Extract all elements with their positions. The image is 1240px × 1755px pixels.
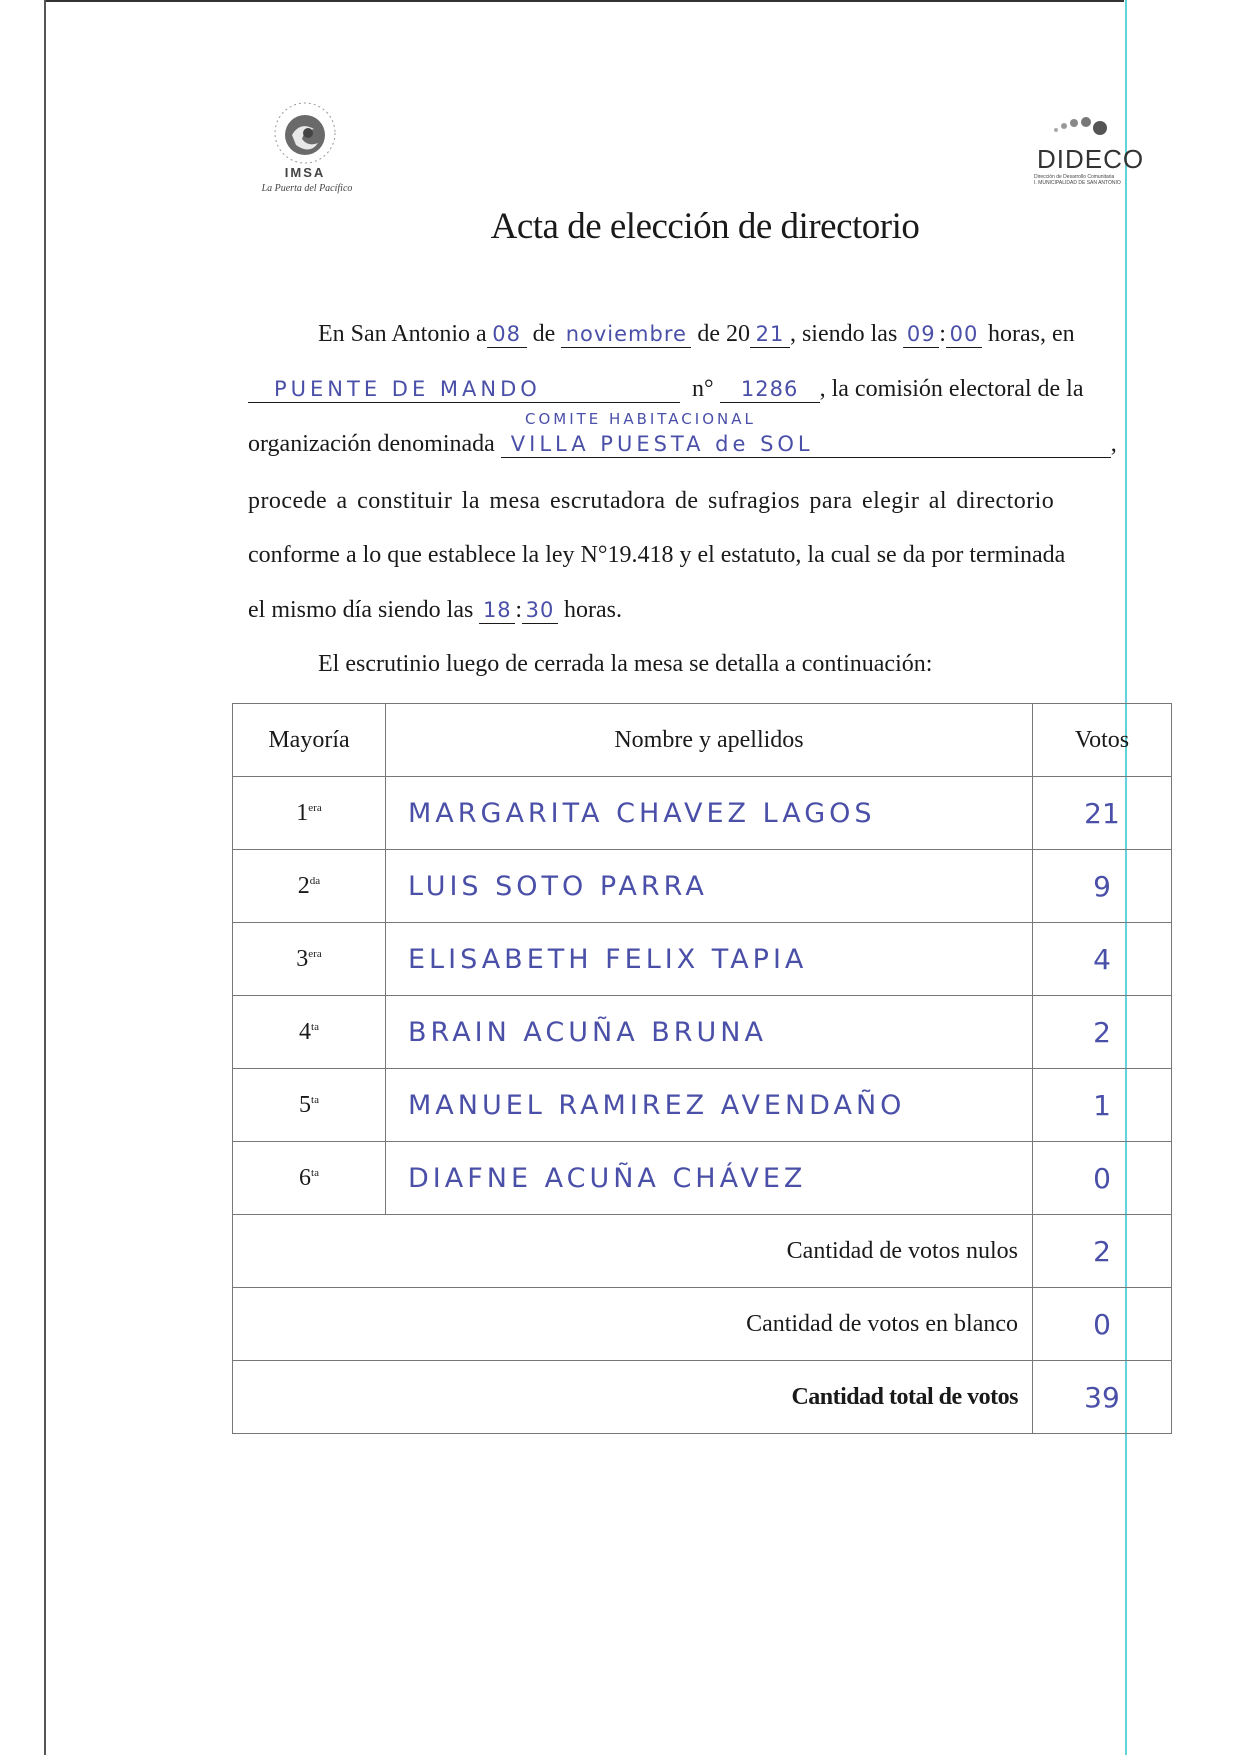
table-row xyxy=(233,1142,1172,1215)
name-cell xyxy=(386,777,1033,850)
end-hour-value: 18 xyxy=(482,598,512,622)
candidate-name: BRAIN ACUÑA BRUNA xyxy=(408,1016,767,1048)
imsa-logo-tagline: La Puerta del Pacífico xyxy=(261,183,353,194)
text-segment: , xyxy=(1110,431,1117,457)
rank-suffix: era xyxy=(308,801,322,814)
imsa-emblem-icon xyxy=(250,95,360,167)
null-votes-value: 2 xyxy=(1093,1234,1111,1268)
rank-number: 1 xyxy=(296,799,309,826)
votes-cell xyxy=(1033,923,1172,996)
table-header-row xyxy=(233,704,1172,777)
text-segment: En San Antonio a xyxy=(318,321,487,347)
header-nombre: Nombre y apellidos xyxy=(386,704,1033,777)
number-field xyxy=(720,376,820,403)
votes-cell xyxy=(1033,1142,1172,1215)
text-segment: horas, en xyxy=(987,321,1075,347)
day-value: 08 xyxy=(492,322,522,346)
start-min-field xyxy=(946,321,982,348)
header-votos: Votos xyxy=(1033,704,1172,777)
blank-votes-row xyxy=(233,1288,1172,1361)
total-votes-row xyxy=(233,1361,1172,1434)
rank-cell xyxy=(233,996,386,1069)
rank-number: 3 xyxy=(296,945,309,972)
blank-votes-cell xyxy=(1033,1288,1172,1361)
org-name-value: VILLA PUESTA de SOL xyxy=(510,432,814,456)
candidate-name: DIAFNE ACUÑA CHÁVEZ xyxy=(408,1162,807,1194)
end-min-value: 30 xyxy=(525,598,555,622)
text-segment: , la comisión electoral de la xyxy=(819,376,1084,402)
imsa-logo xyxy=(250,95,390,205)
rank-suffix: da xyxy=(309,874,321,887)
number-value: 1286 xyxy=(740,377,799,401)
imsa-logo-text: IMSA xyxy=(284,165,326,180)
table-row xyxy=(233,923,1172,996)
rank-suffix: era xyxy=(308,947,322,960)
street-value: PUENTE DE MANDO xyxy=(274,377,541,401)
scan-edge-top xyxy=(44,0,1124,2)
year-field xyxy=(750,321,790,348)
start-hour-field xyxy=(903,321,939,348)
start-min-value: 00 xyxy=(949,322,979,346)
dideco-logo-sub1: Dirección de Desarrollo Comunitaria xyxy=(1034,174,1115,180)
paragraph-line-3 xyxy=(248,431,1117,458)
name-cell xyxy=(386,923,1033,996)
text-segment: el mismo día siendo las xyxy=(248,597,474,623)
text-segment: horas. xyxy=(563,597,622,623)
rank-number: 5 xyxy=(299,1091,312,1118)
dideco-logo-text: DIDECO xyxy=(1037,144,1145,174)
rank-suffix: ta xyxy=(311,1020,319,1033)
null-votes-cell xyxy=(1033,1215,1172,1288)
candidate-votes: 2 xyxy=(1093,1015,1111,1049)
dideco-logo-sub2: I. MUNICIPALIDAD DE SAN ANTONIO xyxy=(1034,180,1121,186)
year-value: 21 xyxy=(755,322,785,346)
results-table xyxy=(232,703,1172,1434)
candidate-name: LUIS SOTO PARRA xyxy=(408,870,708,902)
table-row xyxy=(233,777,1172,850)
text-segment: de 20 xyxy=(697,321,750,347)
candidate-votes: 4 xyxy=(1093,942,1111,976)
document-title: Acta de elección de directorio xyxy=(490,206,920,247)
text-segment: , siendo las xyxy=(789,321,898,347)
rank-number: 4 xyxy=(299,1018,312,1045)
candidate-votes: 1 xyxy=(1093,1088,1111,1122)
name-cell xyxy=(386,1142,1033,1215)
null-votes-row xyxy=(233,1215,1172,1288)
candidate-name: ELISABETH FELIX TAPIA xyxy=(408,943,808,975)
name-cell xyxy=(386,850,1033,923)
table-row xyxy=(233,1069,1172,1142)
null-votes-label: Cantidad de votos nulos xyxy=(233,1215,1033,1288)
month-value: noviembre xyxy=(565,322,687,346)
name-cell xyxy=(386,996,1033,1069)
candidate-votes: 21 xyxy=(1084,796,1120,830)
table-row xyxy=(233,850,1172,923)
votes-cell xyxy=(1033,1069,1172,1142)
votes-cell xyxy=(1033,777,1172,850)
rank-cell xyxy=(233,923,386,996)
table-row xyxy=(233,996,1172,1069)
org-name-field xyxy=(501,431,1111,458)
text-segment: organización denominada xyxy=(248,431,495,457)
scan-edge-left xyxy=(44,0,46,1755)
total-votes-cell xyxy=(1033,1361,1172,1434)
paragraph-line-5: conforme a lo que establece la ley N°19.418 y el estatuto, la cual se da por terminada xyxy=(248,542,1066,568)
dideco-dots-icon xyxy=(1030,108,1120,144)
name-cell xyxy=(386,1069,1033,1142)
rank-cell xyxy=(233,777,386,850)
paragraph-line-1: En San Antonio a 08 de noviembre de 20 21 , siendo las 09 : 00 horas, en xyxy=(318,321,1075,347)
end-min-field xyxy=(522,597,558,624)
paragraph-line-6: el mismo día siendo las 18 : 30 horas. xyxy=(248,597,622,623)
text-segment: n° xyxy=(692,376,714,402)
candidate-votes: 0 xyxy=(1093,1161,1111,1195)
rank-cell xyxy=(233,850,386,923)
day-field xyxy=(487,321,527,348)
rank-cell xyxy=(233,1142,386,1215)
votes-cell xyxy=(1033,996,1172,1069)
total-votes-value: 39 xyxy=(1084,1380,1120,1414)
rank-suffix: ta xyxy=(311,1166,319,1179)
month-field xyxy=(561,321,691,348)
paragraph-line-2 xyxy=(248,376,1084,403)
street-field xyxy=(248,376,680,403)
rank-cell xyxy=(233,1069,386,1142)
paragraph-line-4: procede a constituir la mesa escrutadora de sufragios para elegir al directorio xyxy=(248,488,1055,514)
rank-suffix: ta xyxy=(311,1093,319,1106)
paragraph-line-7: El escrutinio luego de cerrada la mesa se detalla a continuación: xyxy=(318,651,933,677)
candidate-name: MANUEL RAMIREZ AVENDAÑO xyxy=(408,1089,906,1121)
votes-cell xyxy=(1033,850,1172,923)
dideco-logo xyxy=(1030,108,1160,188)
rank-number: 2 xyxy=(297,872,310,899)
header-mayoria: Mayoría xyxy=(233,704,386,777)
blank-votes-value: 0 xyxy=(1093,1307,1111,1341)
start-hour-value: 09 xyxy=(906,322,936,346)
total-votes-label: Cantidad total de votos xyxy=(233,1361,1033,1434)
candidate-name: MARGARITA CHAVEZ LAGOS xyxy=(408,797,876,829)
org-type-handwritten: COMITE HABITACIONAL xyxy=(525,410,756,428)
blank-votes-label: Cantidad de votos en blanco xyxy=(233,1288,1033,1361)
end-hour-field xyxy=(479,597,515,624)
rank-number: 6 xyxy=(299,1164,312,1191)
candidate-votes: 9 xyxy=(1093,869,1111,903)
text-segment: de xyxy=(532,321,556,347)
